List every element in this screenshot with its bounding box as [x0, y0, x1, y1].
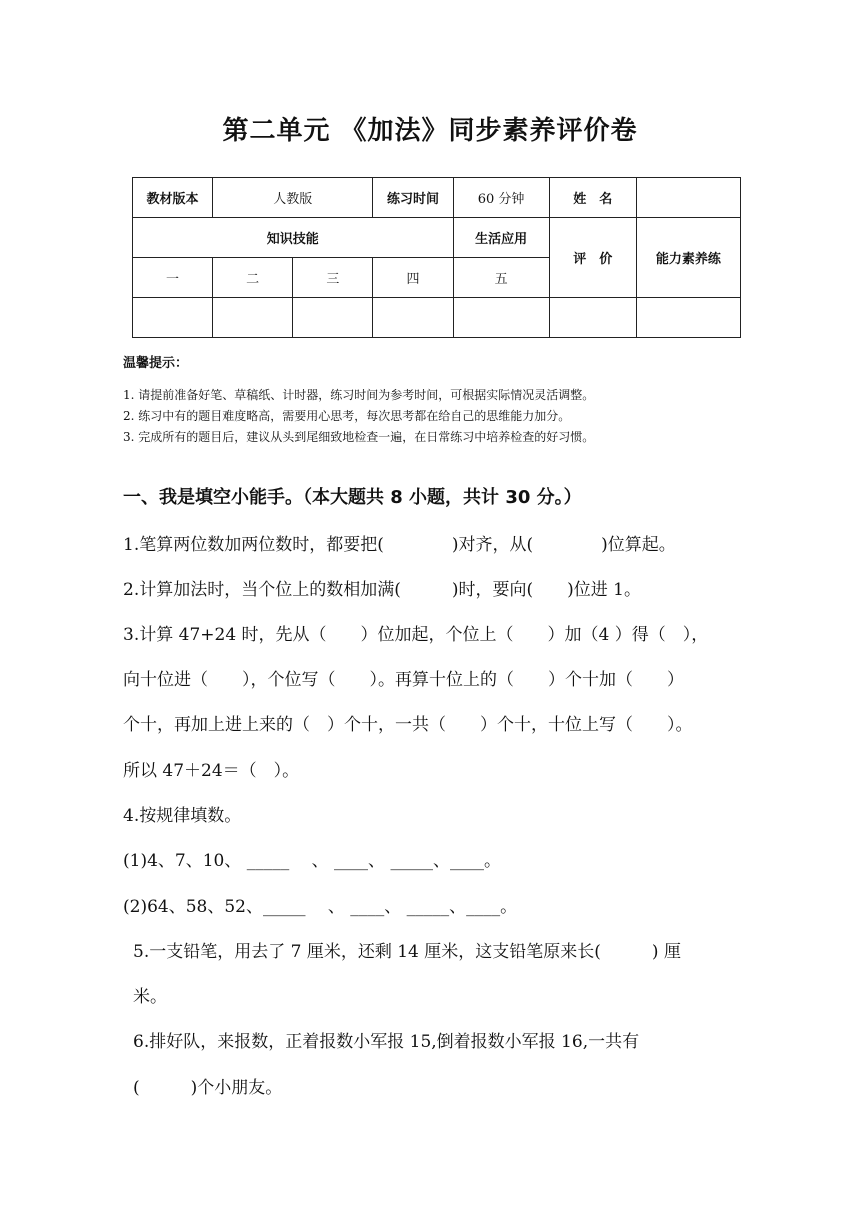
time-label: 练习时间	[373, 178, 453, 218]
score-cell[interactable]	[373, 298, 453, 338]
time-value: 60 分钟	[453, 178, 549, 218]
score-cell[interactable]	[133, 298, 213, 338]
edition-label: 教材版本	[133, 178, 213, 218]
knowledge-label: 知识技能	[133, 218, 454, 258]
ability-label: 能力素养练	[636, 218, 740, 298]
col-one: 一	[133, 258, 213, 298]
edition-value: 人教版	[213, 178, 373, 218]
name-cell[interactable]	[636, 178, 740, 218]
tip-item: 3. 完成所有的题目后，建议从头到尾细致地检查一遍，在日常练习中培养检查的好习惯。	[123, 430, 595, 444]
question-2: 2.计算加法时，当个位上的数相加满( )时，要向( )位进 1。	[123, 580, 641, 600]
question-5-line-1: 5.一支铅笔，用去了 7 厘米，还剩 14 厘米，这支铅笔原来长( ) 厘	[133, 942, 681, 962]
score-cell[interactable]	[213, 298, 293, 338]
question-6-line-1: 6.排好队，来报数，正着报数小军报 15,倒着报数小军报 16,一共有	[133, 1032, 640, 1052]
question-3-line-1: 3.计算 47+24 时，先从（ ）位加起，个位上（ ）加（4 ）得（ ），	[123, 625, 709, 645]
tip-item: 2. 练习中有的题目难度略高，需要用心思考，每次思考都在给自己的思维能力加分。	[123, 409, 571, 423]
question-6-line-2: ( )个小朋友。	[133, 1078, 283, 1098]
question-4-part-2: (2)64、58、52、_____ 、 ____、 _____、____。	[123, 897, 518, 917]
question-5-line-2: 米。	[133, 987, 167, 1007]
tips-list	[123, 385, 594, 448]
eval-label: 评 价	[549, 218, 636, 298]
score-cell[interactable]	[293, 298, 373, 338]
question-3-line-3: 个十，再加上进上来的（ ）个十，一共（ ）个十，十位上写（ ）。	[123, 715, 693, 735]
tips-heading: 温馨提示：	[123, 356, 189, 371]
col-two: 二	[213, 258, 293, 298]
col-three: 三	[293, 258, 373, 298]
page-title: 第二单元 《加法》同步素养评价卷	[222, 116, 638, 146]
info-table	[132, 177, 741, 338]
score-cell[interactable]	[549, 298, 636, 338]
name-label: 姓 名	[549, 178, 636, 218]
score-cell[interactable]	[453, 298, 549, 338]
section-heading: 一、我是填空小能手。（本大题共 8 小题，共计 30 分。）	[123, 487, 582, 508]
life-label: 生活应用	[453, 218, 549, 258]
tip-item: 1. 请提前准备好笔、草稿纸、计时器，练习时间为参考时间，可根据实际情况灵活调整。	[123, 388, 595, 402]
question-1: 1.笔算两位数加两位数时，都要把( )对齐，从( )位算起。	[123, 535, 676, 555]
question-3-line-4: 所以 47＋24＝（ ）。	[123, 761, 300, 781]
score-cell[interactable]	[636, 298, 740, 338]
question-4-part-1: (1)4、7、10、 _____ 、 ____、 _____、____。	[123, 851, 501, 871]
col-five: 五	[453, 258, 549, 298]
question-3-line-2: 向十位进（ ），个位写（ ）。再算十位上的（ ）个十加（ ）	[123, 670, 684, 690]
col-four: 四	[373, 258, 453, 298]
question-4: 4.按规律填数。	[123, 806, 242, 826]
